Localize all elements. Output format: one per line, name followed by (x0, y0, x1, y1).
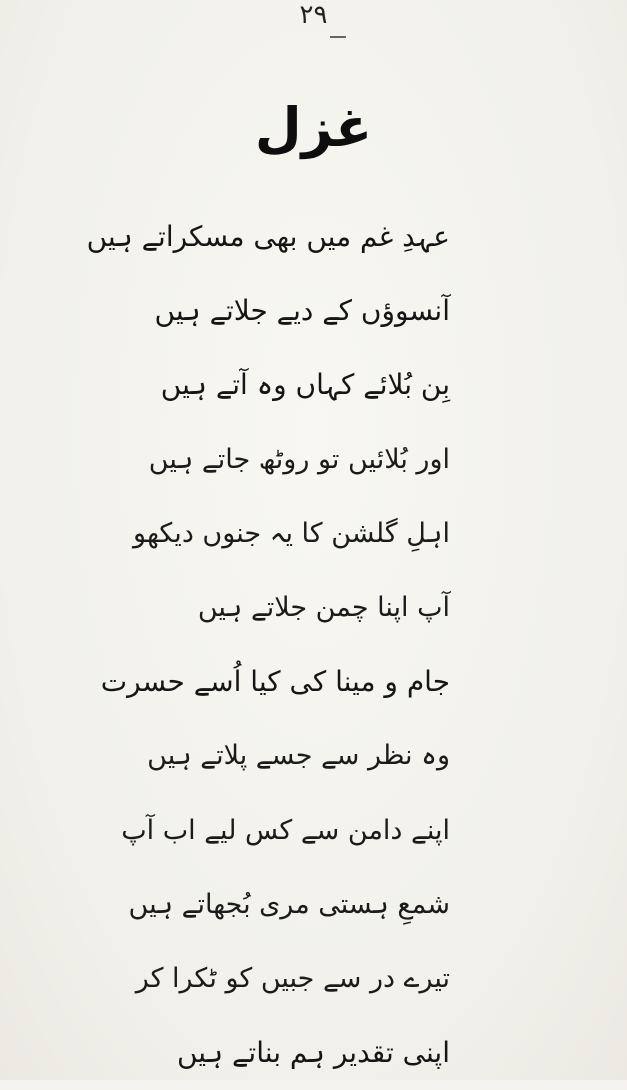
verse-line-7: جام و مینا کی کیا اُسے حسرت (100, 665, 450, 699)
verse-line-2: آنسوؤں کے دیے جلاتے ہیں (154, 294, 450, 328)
verse-line-11: تیرے در سے جبیں کو ٹکرا کر (135, 962, 450, 994)
verse-line-3: بِن بُلائے کہاں وہ آتے ہیں (160, 368, 450, 402)
verse-line-12: اپنی تقدیر ہم بناتے ہیں (176, 1036, 450, 1070)
verse-line-6: آپ اپنا چمن جلاتے ہیں (197, 591, 450, 623)
verse-line-5: اہلِ گلشن کا یہ جنوں دیکھو (133, 517, 450, 549)
ghazal-title: غزل (254, 96, 373, 159)
verse-line-8: وہ نظر سے جسے پلاتے ہیں (147, 740, 450, 772)
page-number-underline (330, 36, 346, 38)
verse-line-9: اپنے دامن سے کس لیے اب آپ (121, 814, 450, 846)
verse-line-4: اور بُلائیں تو روٹھ جاتے ہیں (148, 443, 450, 475)
verse-line-1: عہدِ غم میں بھی مسکراتے ہیں (86, 220, 450, 253)
ghazal-verses (86, 200, 450, 1090)
page-number: ۲۹ (299, 0, 328, 30)
verse-line-10: شمعِ ہستی مری بُجھاتے ہیں (128, 888, 450, 920)
